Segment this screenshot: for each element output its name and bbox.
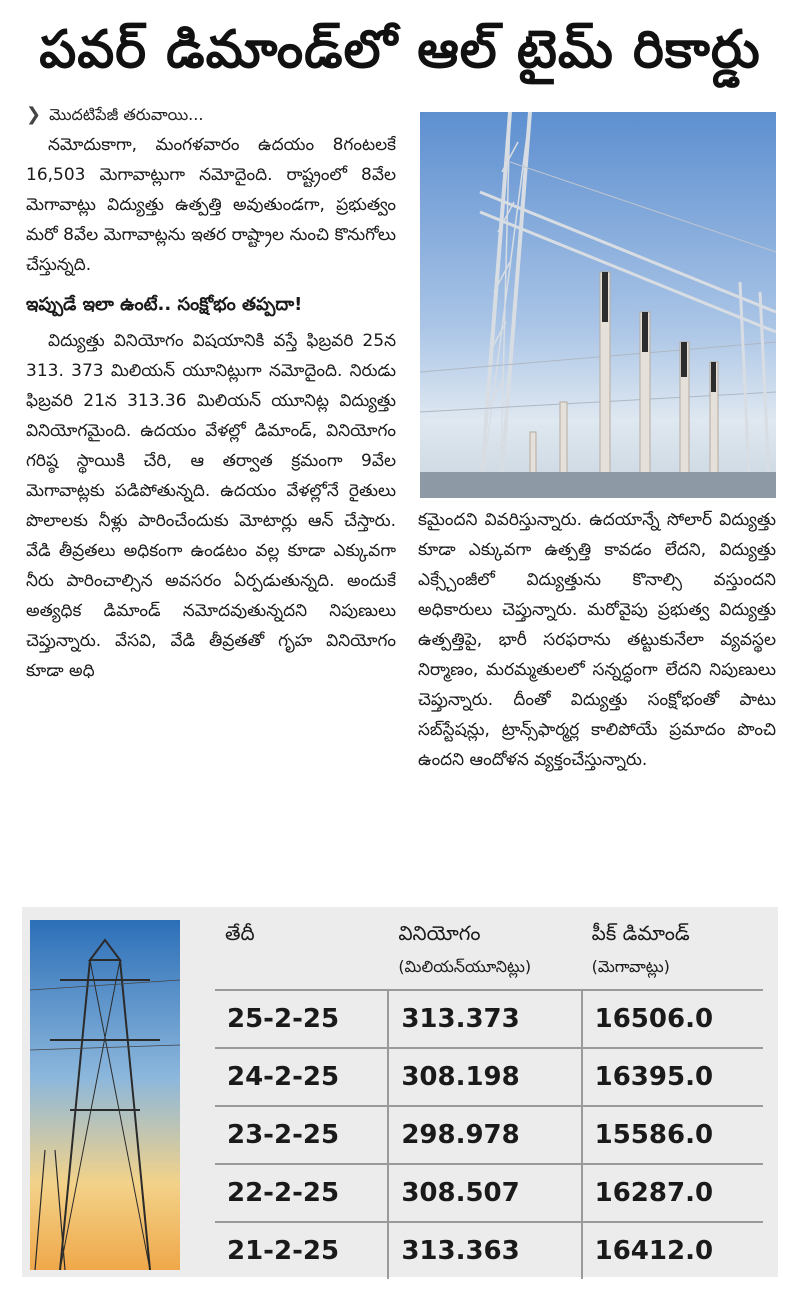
cell-consumption: 298.978 xyxy=(388,1106,581,1164)
cell-consumption: 313.373 xyxy=(388,990,581,1048)
cell-date: 25-2-25 xyxy=(215,990,388,1048)
power-data-table xyxy=(215,915,763,1279)
cell-peak: 16395.0 xyxy=(582,1048,763,1106)
headline: పవర్ డిమాండ్‌లో ఆల్ టైమ్ రికార్డు xyxy=(39,20,761,80)
jump-label: మొదటిపేజీ తరువాయి... xyxy=(49,105,204,124)
cell-date: 24-2-25 xyxy=(215,1048,388,1106)
power-tower-photo xyxy=(30,920,180,1270)
paragraph-3: కమైందని వివరిస్తున్నారు. ఉదయాన్నే సోలార్ విద్యుత్తు కూడా ఎక్కువగా ఉత్పత్తి కావడం లేదని, విద్యుత్తు ఎక్స్చేంజీలో విద్యుత్తును కొనాల్సి వస్తుందని అధికారులు చెప్తున్నారు. మరోవైపు ప్రభుత్వ విద్యుత్తు ఉత్పత్తిపై, భారీ సరఫరాను తట్టుకునేలా వ్యవస్థల నిర్మాణం, మరమ్మతులలో సన్నద్ధంగా లేదని నిపుణులు చెప్తున్నారు. దీంతో విద్యుత్తు సంక్షోభంతో పాటు సబ్‌స్టేషన్లు, ట్రాన్స్‌ఫార్మర్ల కాలిపోయే ప్రమాదం పొంచి ఉందని ఆందోళన వ్యక్తంచేస్తున్నారు. xyxy=(418,510,776,770)
subheading: ఇప్పుడే ఇలా ఉంటే.. సంక్షోభం తప్పదా! xyxy=(26,294,303,315)
header-consumption: వినియోగం (మిలియన్‌యూనిట్లు) xyxy=(398,921,532,976)
cell-date: 23-2-25 xyxy=(215,1106,388,1164)
table-header-row xyxy=(215,915,763,990)
table-row xyxy=(215,1222,763,1279)
table-row xyxy=(215,1164,763,1222)
right-column xyxy=(418,505,776,885)
cell-consumption: 308.198 xyxy=(388,1048,581,1106)
paragraph-2: విద్యుత్తు వినియోగం విషయానికి వస్తే ఫిబ్రవరి 25న 313. 373 మిలియన్ యూనిట్లుగా నమోదైంది. నిరుడు ఫిబ్రవరి 21న 313.36 మిలియన్ యూనిట్ల విద్యుత్తు వినియోగమైంది. ఉదయం వేళల్లో డిమాండ్, వినియోగం గరిష్ఠ స్థాయికి చేరి, ఆ తర్వాత క్రమంగా 9వేల మెగావాట్లకు పడిపోతున్నది. ఉదయం వేళల్లోనే రైతులు పొలాలకు నీళ్లు పారించేందుకు మోటార్లు ఆన్ చేస్తారు. వేడి తీవ్రతలు అధికంగా ఉండటం వల్ల కూడా ఎక్కువగా నీరు పారించాల్సిన అవసరం ఏర్పడుతున్నది. అందుకే అత్యధిక డిమాండ్ నమోదవుతున్నదని నిపుణులు చెప్తున్నారు. వేసవి, వేడి తీవ్రతతో గృహ వినియోగం కూడా అధి xyxy=(26,331,396,681)
substation-photo xyxy=(420,112,776,498)
cell-peak: 16506.0 xyxy=(582,990,763,1048)
paragraph-1: నమోదుకాగా, మంగళవారం ఉదయం 8గంటలకే 16,503 మెగావాట్లుగా నమోదైంది. రాష్ట్రంలో 8వేల మెగావాట్లు విద్యుత్తు ఉత్పత్తి అవుతుండగా, ప్రభుత్వం మరో 8వేల మెగావాట్లను ఇతర రాష్ట్రాల నుంచి కొనుగోలు చేస్తున్నది. xyxy=(26,135,396,275)
cell-consumption: 308.507 xyxy=(388,1164,581,1222)
cell-consumption: 313.363 xyxy=(388,1222,581,1279)
jump-line xyxy=(26,100,396,130)
header-date: తేదీ xyxy=(225,921,255,945)
table-row xyxy=(215,990,763,1048)
left-column xyxy=(26,100,396,880)
cell-peak: 16412.0 xyxy=(582,1222,763,1279)
chevron-right-icon: ❯ xyxy=(26,104,42,125)
cell-peak: 15586.0 xyxy=(582,1106,763,1164)
table-row xyxy=(215,1106,763,1164)
table-row xyxy=(215,1048,763,1106)
cell-date: 22-2-25 xyxy=(215,1164,388,1222)
cell-date: 21-2-25 xyxy=(215,1222,388,1279)
header-peak-demand: పీక్ డిమాండ్ (మెగావాట్లు) xyxy=(591,921,690,976)
cell-peak: 16287.0 xyxy=(582,1164,763,1222)
